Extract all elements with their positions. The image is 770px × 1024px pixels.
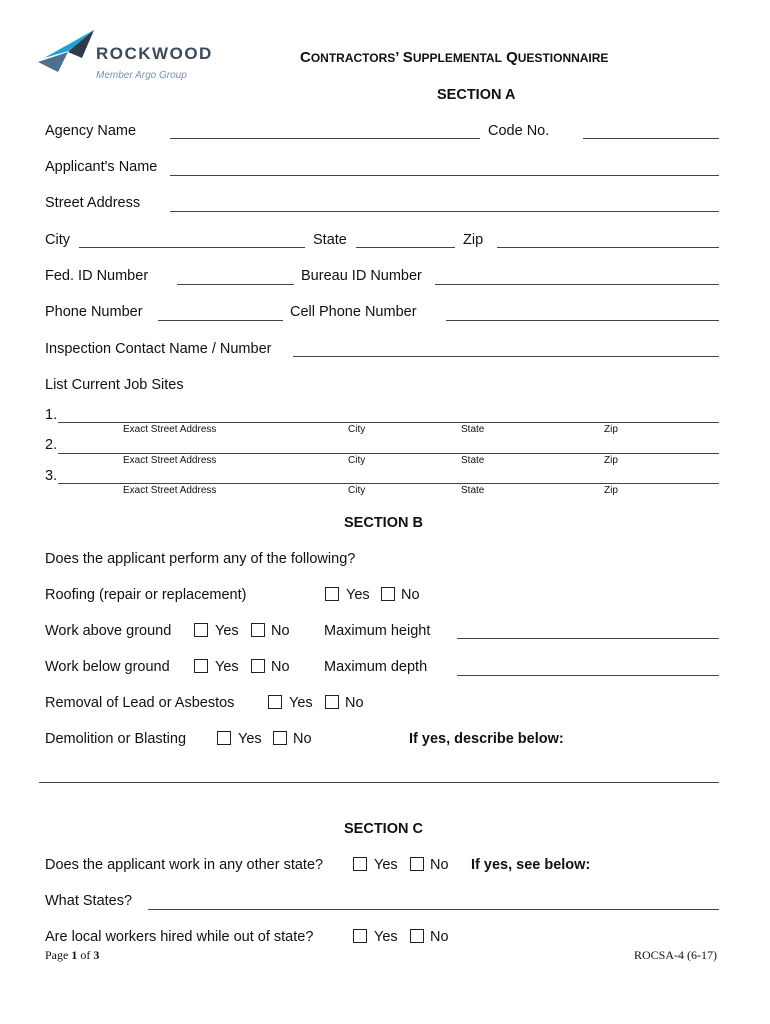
job-site-number: 2. bbox=[45, 437, 58, 453]
above-ground-yes-label: Yes bbox=[215, 623, 239, 639]
describe-below-label: If yes, describe below: bbox=[409, 731, 564, 747]
job-site-number: 1. bbox=[45, 407, 58, 423]
below-ground-label: Work below ground bbox=[45, 659, 170, 675]
state-label: State bbox=[313, 232, 347, 248]
local-workers-no-label: No bbox=[430, 929, 449, 945]
agency-name-label: Agency Name bbox=[45, 123, 137, 139]
demolition-yes-label: Yes bbox=[238, 731, 262, 747]
form-code: ROCSA-4 (6-17) bbox=[634, 948, 717, 962]
job-site-address-caption: Exact Street Address bbox=[123, 424, 217, 435]
inspection-contact-field[interactable] bbox=[293, 356, 719, 357]
job-sites-label: List Current Job Sites bbox=[45, 377, 184, 393]
job-site-field[interactable] bbox=[58, 422, 719, 423]
below-ground-yes-checkbox[interactable] bbox=[194, 659, 208, 673]
job-site-number: 3. bbox=[45, 468, 58, 484]
section-b-heading: SECTION B bbox=[344, 515, 423, 531]
city-label: City bbox=[45, 232, 70, 248]
cell-phone-field[interactable] bbox=[446, 320, 719, 321]
max-height-label: Maximum height bbox=[324, 623, 431, 639]
local-workers-yes-label: Yes bbox=[374, 929, 398, 945]
phone-label: Phone Number bbox=[45, 304, 143, 320]
demolition-yes-checkbox[interactable] bbox=[217, 731, 231, 745]
street-address-label: Street Address bbox=[45, 195, 141, 211]
phone-field[interactable] bbox=[158, 320, 283, 321]
other-state-label: Does the applicant work in any other state? bbox=[45, 857, 324, 873]
zip-label: Zip bbox=[463, 232, 484, 248]
fed-id-label: Fed. ID Number bbox=[45, 268, 149, 284]
job-site-state-caption: State bbox=[461, 424, 485, 435]
job-site-field[interactable] bbox=[58, 453, 719, 454]
other-state-yes-label: Yes bbox=[374, 857, 398, 873]
demolition-no-checkbox[interactable] bbox=[273, 731, 287, 745]
local-workers-no-checkbox[interactable] bbox=[410, 929, 424, 943]
what-states-label: What States? bbox=[45, 893, 133, 909]
other-state-no-label: No bbox=[430, 857, 449, 873]
roofing-no-checkbox[interactable] bbox=[381, 587, 395, 601]
above-ground-yes-checkbox[interactable] bbox=[194, 623, 208, 637]
below-ground-no-checkbox[interactable] bbox=[251, 659, 265, 673]
above-ground-no-checkbox[interactable] bbox=[251, 623, 265, 637]
lead-asbestos-no-label: No bbox=[345, 695, 364, 711]
demolition-no-label: No bbox=[293, 731, 312, 747]
job-site-city-caption: City bbox=[348, 485, 366, 496]
max-height-field[interactable] bbox=[457, 638, 719, 639]
brand-subtitle: Member Argo Group bbox=[96, 70, 187, 81]
local-workers-yes-checkbox[interactable] bbox=[353, 929, 367, 943]
other-state-no-checkbox[interactable] bbox=[410, 857, 424, 871]
zip-field[interactable] bbox=[497, 247, 719, 248]
job-site-zip-caption: Zip bbox=[604, 424, 618, 435]
applicant-name-field[interactable] bbox=[170, 175, 719, 176]
bureau-id-field[interactable] bbox=[435, 284, 719, 285]
other-state-yes-checkbox[interactable] bbox=[353, 857, 367, 871]
roofing-no-label: No bbox=[401, 587, 420, 603]
brand-name: ROCKWOOD bbox=[96, 44, 213, 63]
roofing-yes-checkbox[interactable] bbox=[325, 587, 339, 601]
code-no-label: Code No. bbox=[488, 123, 550, 139]
below-ground-no-label: No bbox=[271, 659, 290, 675]
section-c-heading: SECTION C bbox=[344, 821, 423, 837]
job-site-zip-caption: Zip bbox=[604, 485, 618, 496]
city-field[interactable] bbox=[79, 247, 305, 248]
job-site-address-caption: Exact Street Address bbox=[123, 485, 217, 496]
section-a-heading: SECTION A bbox=[437, 87, 516, 103]
demolition-label: Demolition or Blasting bbox=[45, 731, 187, 747]
job-site-field[interactable] bbox=[58, 483, 719, 484]
form-title: CONTRACTORS’ SUPPLEMENTAL QUESTIONNAIRE bbox=[300, 49, 609, 66]
see-below-label: If yes, see below: bbox=[471, 857, 591, 873]
lead-asbestos-yes-label: Yes bbox=[289, 695, 313, 711]
code-no-field[interactable] bbox=[583, 138, 719, 139]
lead-asbestos-yes-checkbox[interactable] bbox=[268, 695, 282, 709]
state-field[interactable] bbox=[356, 247, 455, 248]
section-b-question: Does the applicant perform any of the following? bbox=[45, 551, 356, 567]
what-states-field[interactable] bbox=[148, 909, 719, 910]
agency-name-field[interactable] bbox=[170, 138, 480, 139]
applicant-name-label: Applicant's Name bbox=[45, 159, 158, 175]
demolition-description-field[interactable] bbox=[39, 782, 719, 783]
street-address-field[interactable] bbox=[170, 211, 719, 212]
inspection-contact-label: Inspection Contact Name / Number bbox=[45, 341, 272, 357]
max-depth-field[interactable] bbox=[457, 675, 719, 676]
cell-phone-label: Cell Phone Number bbox=[290, 304, 417, 320]
above-ground-no-label: No bbox=[271, 623, 290, 639]
job-site-zip-caption: Zip bbox=[604, 455, 618, 466]
above-ground-label: Work above ground bbox=[45, 623, 172, 639]
job-site-city-caption: City bbox=[348, 455, 366, 466]
job-site-city-caption: City bbox=[348, 424, 366, 435]
roofing-label: Roofing (repair or replacement) bbox=[45, 587, 247, 603]
roofing-yes-label: Yes bbox=[346, 587, 370, 603]
rockwood-logo-mark bbox=[38, 28, 96, 72]
max-depth-label: Maximum depth bbox=[324, 659, 428, 675]
job-site-state-caption: State bbox=[461, 455, 485, 466]
lead-asbestos-label: Removal of Lead or Asbestos bbox=[45, 695, 235, 711]
bureau-id-label: Bureau ID Number bbox=[301, 268, 422, 284]
page-number: Page 1 of 3 bbox=[45, 948, 100, 962]
job-site-address-caption: Exact Street Address bbox=[123, 455, 217, 466]
lead-asbestos-no-checkbox[interactable] bbox=[325, 695, 339, 709]
below-ground-yes-label: Yes bbox=[215, 659, 239, 675]
job-site-state-caption: State bbox=[461, 485, 485, 496]
local-workers-label: Are local workers hired while out of state? bbox=[45, 929, 314, 945]
fed-id-field[interactable] bbox=[177, 284, 294, 285]
